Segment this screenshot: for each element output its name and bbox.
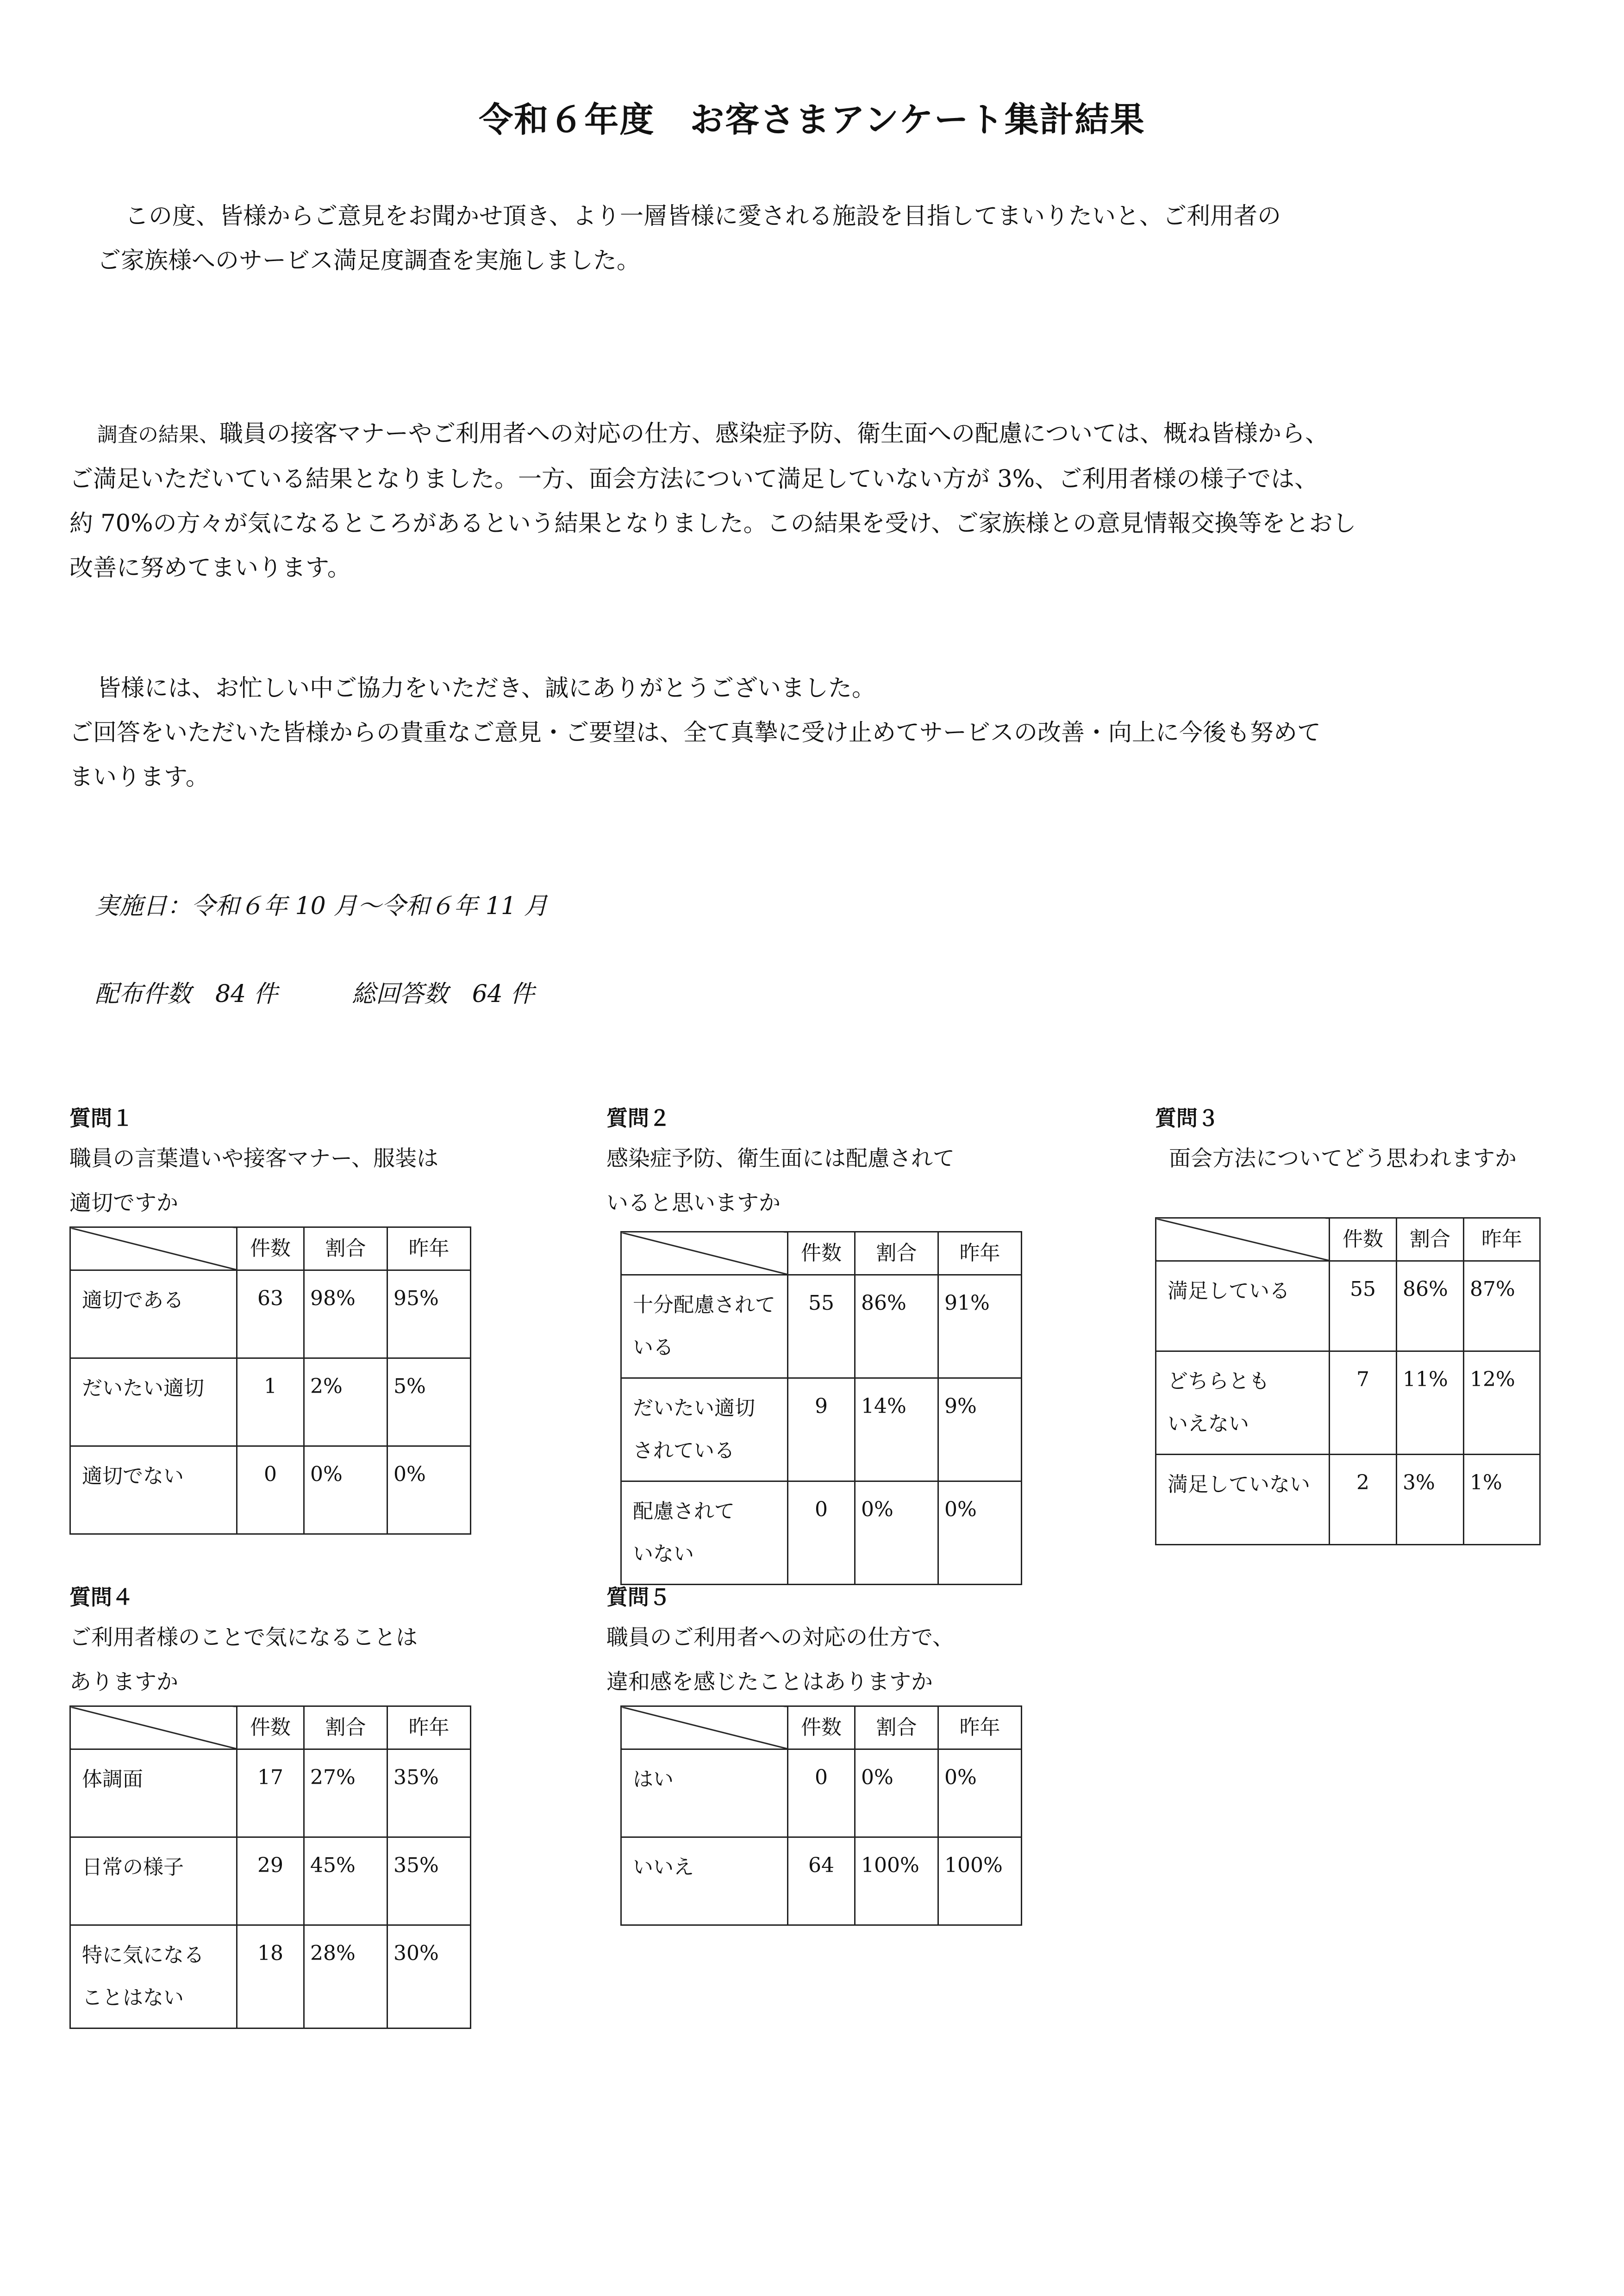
- question-heading: 質問１: [69, 1106, 133, 1131]
- response-count: 総回答数 64 件: [351, 980, 535, 1008]
- row-label-line: 日常の様子: [82, 1855, 184, 1879]
- row-label: [621, 1837, 788, 1925]
- cell-count: 0: [788, 1481, 855, 1585]
- row-label-line: 満足していない: [1168, 1473, 1310, 1496]
- intro-line: この度、皆様からご意見をお聞かせ頂き、より一層皆様に愛される施設を目指してまいりたいと、ご利用者の: [125, 203, 1281, 230]
- question-block-4: [69, 1580, 450, 2010]
- result-table: [620, 1231, 1022, 1585]
- cell-last-year: 35%: [387, 1837, 471, 1925]
- cell-ratio: 0%: [855, 1481, 938, 1585]
- cell-ratio: 14%: [855, 1378, 938, 1481]
- question-block-3: [1155, 1101, 1522, 1496]
- row-label: [70, 1749, 237, 1837]
- results-line-text: 職員の接客マナーやご利用者への対応の仕方、感染症予防、衛生面への配慮については、概ね皆様から、: [219, 420, 1329, 448]
- table-row: [1156, 1455, 1540, 1545]
- question-text-line: いると思いますか: [606, 1190, 781, 1216]
- thanks-line: 皆様には、お忙しい中ご協力をいただき、誠にありがとうございました。: [97, 675, 875, 702]
- table-corner-cell: [70, 1227, 237, 1270]
- question-text-line: ありますか: [69, 1669, 178, 1695]
- column-header-ratio: 割合: [304, 1227, 387, 1270]
- column-header-count: 件数: [1330, 1218, 1397, 1261]
- cell-count: 0: [788, 1749, 855, 1837]
- question-block-5: [606, 1580, 1003, 1879]
- cell-last-year: 12%: [1464, 1351, 1540, 1455]
- question-text-line: 面会方法についてどう思われますか: [1169, 1146, 1517, 1171]
- row-label-line: いる: [633, 1336, 674, 1359]
- row-label-line: いない: [633, 1542, 694, 1566]
- table-corner-cell: [621, 1232, 788, 1275]
- column-header-count: 件数: [788, 1706, 855, 1749]
- cell-count: 1: [237, 1358, 304, 1446]
- column-header-count: 件数: [237, 1706, 304, 1749]
- question-text: [1169, 1137, 1517, 1181]
- table-row: [621, 1837, 1022, 1925]
- row-label-line: いえない: [1168, 1412, 1249, 1436]
- row-label-line: 適切である: [82, 1288, 184, 1312]
- column-header-ratio: 割合: [304, 1706, 387, 1749]
- cell-ratio: 100%: [855, 1837, 938, 1925]
- column-header-last-year: 昨年: [938, 1706, 1022, 1749]
- question-heading: 質問２: [606, 1106, 670, 1131]
- cell-ratio: 28%: [304, 1925, 387, 2028]
- row-label-line: いいえ: [633, 1855, 694, 1879]
- results-paragraph: [69, 412, 1551, 591]
- intro-paragraph: [69, 194, 1551, 283]
- row-label: [1156, 1351, 1330, 1455]
- table-row: [70, 1925, 471, 2028]
- cell-last-year: 100%: [938, 1837, 1022, 1925]
- row-label-line: 特に気になる: [82, 1943, 204, 1967]
- table-corner-cell: [1156, 1218, 1330, 1261]
- row-label: [621, 1481, 788, 1585]
- cell-last-year: 91%: [938, 1275, 1022, 1378]
- thanks-line: まいります。: [69, 764, 209, 791]
- cell-ratio: 0%: [855, 1749, 938, 1837]
- cell-last-year: 9%: [938, 1378, 1022, 1481]
- row-label-line: 十分配慮されて: [633, 1293, 775, 1317]
- table-row: [621, 1275, 1022, 1378]
- column-header-last-year: 昨年: [938, 1232, 1022, 1275]
- row-label-line: はい: [633, 1767, 674, 1791]
- row-label: [1156, 1455, 1330, 1545]
- results-line: 約 70%の方々が気になるところがあるという結果となりました。この結果を受け、ご家族様との意見情報交換等をとおし: [69, 510, 1356, 537]
- result-table: [1155, 1217, 1541, 1545]
- result-table: [69, 1226, 471, 1535]
- cell-last-year: 0%: [938, 1749, 1022, 1837]
- survey-counts: [95, 974, 534, 1009]
- cell-count: 7: [1330, 1351, 1397, 1455]
- table-row: [1156, 1351, 1540, 1455]
- table-row: [621, 1378, 1022, 1481]
- cell-count: 9: [788, 1378, 855, 1481]
- row-label-line: 体調面: [82, 1767, 143, 1791]
- row-label: [70, 1358, 237, 1446]
- thanks-paragraph: [69, 666, 1551, 800]
- results-line: [69, 412, 1551, 457]
- row-label: [70, 1270, 237, 1358]
- row-label-line: ことはない: [82, 1986, 184, 2010]
- cell-ratio: 11%: [1397, 1351, 1464, 1455]
- row-label: [621, 1749, 788, 1837]
- table-row: [70, 1270, 471, 1358]
- row-label: [70, 1837, 237, 1925]
- results-lead: 調査の結果、: [97, 423, 219, 447]
- row-label-line: 適切でない: [82, 1464, 184, 1488]
- cell-last-year: 0%: [387, 1446, 471, 1534]
- page-title: 令和６年度 お客さまアンケート集計結果: [479, 100, 1145, 140]
- table-row: [70, 1446, 471, 1534]
- question-text: [69, 1137, 438, 1226]
- cell-ratio: 98%: [304, 1270, 387, 1358]
- cell-count: 17: [237, 1749, 304, 1837]
- cell-last-year: 0%: [938, 1481, 1022, 1585]
- column-header-count: 件数: [237, 1227, 304, 1270]
- question-block-1: [69, 1101, 450, 1488]
- question-text-line: 感染症予防、衛生面には配慮されて: [606, 1146, 955, 1171]
- table-row: [621, 1749, 1022, 1837]
- cell-last-year: 1%: [1464, 1455, 1540, 1545]
- table-row: [1156, 1261, 1540, 1351]
- cell-last-year: 35%: [387, 1749, 471, 1837]
- question-heading: 質問５: [606, 1585, 670, 1610]
- question-text-line: 違和感を感じたことはありますか: [606, 1669, 933, 1695]
- cell-ratio: 45%: [304, 1837, 387, 1925]
- cell-last-year: 87%: [1464, 1261, 1540, 1351]
- question-text-line: 職員の言葉遣いや接客マナー、服装は: [69, 1146, 439, 1171]
- column-header-last-year: 昨年: [387, 1706, 471, 1749]
- question-text-line: 適切ですか: [69, 1190, 178, 1216]
- results-line: ご満足いただいている結果となりました。一方、面会方法について満足していない方が 3%、ご利用者様の様子では、: [69, 466, 1318, 493]
- result-table: [69, 1705, 471, 2029]
- question-heading: 質問３: [1155, 1106, 1219, 1131]
- survey-date: 実施日：令和６年 10 月～令和６年 11 月: [95, 892, 548, 920]
- cell-count: 63: [237, 1270, 304, 1358]
- column-header-last-year: 昨年: [1464, 1218, 1540, 1261]
- row-label: [1156, 1261, 1330, 1351]
- question-block-2: [606, 1101, 1000, 1566]
- question-text: [69, 1616, 418, 1705]
- results-line: 改善に努めてまいります。: [69, 554, 351, 582]
- result-table: [620, 1705, 1022, 1926]
- cell-ratio: 27%: [304, 1749, 387, 1837]
- row-label: [621, 1275, 788, 1378]
- cell-count: 29: [237, 1837, 304, 1925]
- question-text-line: 職員のご利用者への対応の仕方で、: [606, 1625, 955, 1650]
- cell-last-year: 5%: [387, 1358, 471, 1446]
- row-label-line: 満足している: [1168, 1279, 1290, 1303]
- table-corner-cell: [70, 1706, 237, 1749]
- cell-last-year: 95%: [387, 1270, 471, 1358]
- cell-last-year: 30%: [387, 1925, 471, 2028]
- row-label-line: だいたい適切: [82, 1376, 204, 1400]
- table-row: [70, 1358, 471, 1446]
- row-label: [621, 1378, 788, 1481]
- cell-count: 0: [237, 1446, 304, 1534]
- row-label: [70, 1925, 237, 2028]
- question-text: [606, 1137, 955, 1226]
- question-heading: 質問４: [69, 1585, 133, 1610]
- cell-count: 55: [1330, 1261, 1397, 1351]
- cell-ratio: 86%: [1397, 1261, 1464, 1351]
- column-header-count: 件数: [788, 1232, 855, 1275]
- cell-count: 64: [788, 1837, 855, 1925]
- row-label-line: だいたい適切: [633, 1396, 755, 1420]
- table-corner-cell: [621, 1706, 788, 1749]
- column-header-ratio: 割合: [855, 1706, 938, 1749]
- row-label: [70, 1446, 237, 1534]
- table-row: [70, 1837, 471, 1925]
- cell-ratio: 2%: [304, 1358, 387, 1446]
- cell-count: 2: [1330, 1455, 1397, 1545]
- question-text-line: ご利用者様のことで気になることは: [69, 1625, 418, 1650]
- cell-ratio: 3%: [1397, 1455, 1464, 1545]
- cell-count: 18: [237, 1925, 304, 2028]
- column-header-last-year: 昨年: [387, 1227, 471, 1270]
- cell-count: 55: [788, 1275, 855, 1378]
- table-row: [621, 1481, 1022, 1585]
- table-row: [70, 1749, 471, 1837]
- distributed-count: 配布件数 84 件: [95, 980, 278, 1008]
- column-header-ratio: 割合: [855, 1232, 938, 1275]
- row-label-line: どちらとも: [1168, 1369, 1269, 1393]
- intro-line: ご家族様へのサービス満足度調査を実施しました。: [97, 247, 641, 274]
- cell-ratio: 86%: [855, 1275, 938, 1378]
- row-label-line: 配慮されて: [633, 1500, 735, 1523]
- cell-ratio: 0%: [304, 1446, 387, 1534]
- row-label-line: されている: [633, 1439, 735, 1462]
- question-text: [606, 1616, 954, 1705]
- column-header-ratio: 割合: [1397, 1218, 1464, 1261]
- thanks-line: ご回答をいただいた皆様からの貴重なご意見・ご要望は、全て真摯に受け止めてサービスの改善・向上に今後も努めて: [69, 719, 1321, 747]
